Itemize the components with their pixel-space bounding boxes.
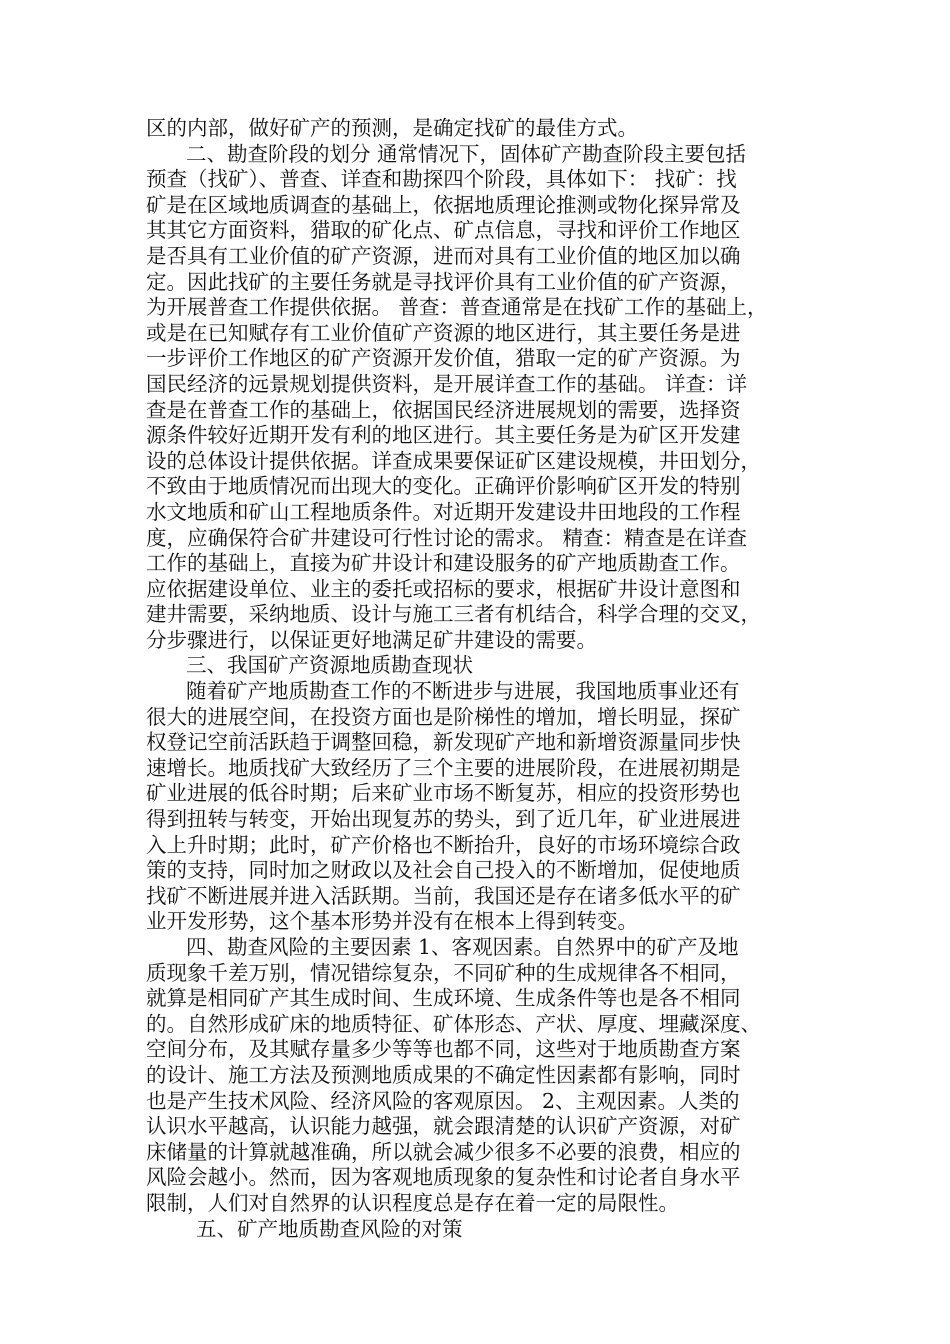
text-line: 业开发形势，这个基本形势并没有在根本上得到转变。 xyxy=(146,909,638,934)
text-line: 得到扭转与转变，开始出现复苏的势头，到了近几年，矿业进展进 xyxy=(146,807,741,832)
text-line: 区的内部，做好矿产的预测，是确定找矿的最佳方式。 xyxy=(146,116,638,140)
text-line: 五、矿产地质勘查风险的对策 xyxy=(196,1216,463,1241)
text-line: 国民经济的远景规划提供资料，是开展详查工作的基础。 详查：详 xyxy=(146,371,748,396)
text-line: 策的支持，同时加之财政以及社会自己投入的不断增加，促使地质 xyxy=(146,858,741,883)
text-line: 很大的进展空间，在投资方面也是阶梯性的增加，增长明显，探矿 xyxy=(146,704,741,729)
text-line: 也是产生技术风险、经济风险的客观原因。 2、主观因素。人类的 xyxy=(146,1088,740,1113)
text-line: 为开展普查工作提供依据。 普查：普查通常是在找矿工作的基础上， xyxy=(146,295,768,320)
text-line: 设的总体设计提供依据。详查成果要保证矿区建设规模，井田划分， xyxy=(146,448,761,473)
text-line: 的。自然形成矿床的地质特征、矿体形态、产状、厚度、埋藏深度、 xyxy=(146,1011,761,1036)
text-line: 矿是在区域地质调查的基础上，依据地质理论推测或物化探异常及 xyxy=(146,192,741,217)
text-line: 源条件较好近期开发有利的地区进行。其主要任务是为矿区开发建 xyxy=(146,423,741,448)
text-line: 随着矿产地质勘查工作的不断进步与进展，我国地质事业还有 xyxy=(186,679,740,704)
text-line: 速增长。地质找矿大致经历了三个主要的进展阶段，在进展初期是 xyxy=(146,755,741,780)
text-line: 或是在已知赋存有工业价值矿产资源的地区进行，其主要任务是进 xyxy=(146,320,741,345)
text-line: 空间分布，及其赋存量多少等等也都不同，这些对于地质勘查方案 xyxy=(146,1037,741,1062)
text-line: 建井需要，采纳地质、设计与施工三者有机结合，科学合理的交叉， xyxy=(146,602,761,627)
text-line: 分步骤进行，以保证更好地满足矿井建设的需要。 xyxy=(146,627,597,652)
text-line: 权登记空前活跃趋于调整回稳，新发现矿产地和新增资源量同步快 xyxy=(146,730,741,755)
text-line: 不致由于地质情况而出现大的变化。正确评价影响矿区开发的特别 xyxy=(146,474,741,499)
text-line: 找矿不断进展并进入活跃期。当前，我国还是存在诸多低水平的矿 xyxy=(146,883,741,908)
text-line: 定。因此找矿的主要任务就是寻找评价具有工业价值的矿产资源， xyxy=(146,269,741,294)
text-line: 四、勘查风险的主要因素 1、客观因素。自然界中的矿产及地 xyxy=(186,935,739,959)
text-line: 三、我国矿产资源地质勘查现状 xyxy=(186,653,473,678)
text-line: 矿业进展的低谷时期；后来矿业市场不断复苏，相应的投资形势也 xyxy=(146,781,741,806)
document-body-text xyxy=(146,116,816,1242)
text-line: 限制，人们对自然界的认识程度总是存在着一定的局限性。 xyxy=(146,1190,679,1215)
text-line: 水文地质和矿山工程地质条件。对近期开发建设井田地段的工作程 xyxy=(146,499,741,524)
text-line: 认识水平越高，认识能力越强，就会跟清楚的认识矿产资源，对矿 xyxy=(146,1114,741,1139)
text-line: 就算是相同矿产其生成时间、生成环境、生成条件等也是各不相同 xyxy=(146,986,741,1011)
text-line: 应依据建设单位、业主的委托或招标的要求，根据矿井设计意图和 xyxy=(146,576,741,601)
text-line: 查是在普查工作的基础上，依据国民经济进展规划的需要，选择资 xyxy=(146,397,741,422)
text-line: 风险会越小。然而，因为客观地质现象的复杂性和讨论者自身水平 xyxy=(146,1165,741,1190)
text-line: 入上升时期；此时，矿产价格也不断抬升，良好的市场环境综合政 xyxy=(146,832,741,857)
text-line: 其其它方面资料，猎取的矿化点、矿点信息，寻找和评价工作地区 xyxy=(146,218,741,243)
text-line: 预查（找矿）、普查、详查和勘探四个阶段，具体如下： 找矿：找 xyxy=(146,167,737,192)
text-line: 二、勘查阶段的划分 通常情况下，固体矿产勘查阶段主要包括 xyxy=(186,141,747,166)
text-line: 度，应确保符合矿井建设可行性讨论的需求。 精查：精查是在详查 xyxy=(146,525,748,550)
text-line: 是否具有工业价值的矿产资源，进而对具有工业价值的地区加以确 xyxy=(146,243,741,268)
text-line: 的设计、施工方法及预测地质成果的不确定性因素都有影响，同时 xyxy=(146,1062,741,1087)
text-line: 工作的基础上，直接为矿井设计和建设服务的矿产地质勘查工作。 xyxy=(146,551,741,576)
text-line: 质现象千差万别，情况错综复杂，不同矿种的生成规律各不相同， xyxy=(146,960,741,985)
text-line: 一步评价工作地区的矿产资源开发价值，猎取一定的矿产资源。为 xyxy=(146,346,741,371)
text-line: 床储量的计算就越准确，所以就会减少很多不必要的浪费，相应的 xyxy=(146,1139,741,1164)
